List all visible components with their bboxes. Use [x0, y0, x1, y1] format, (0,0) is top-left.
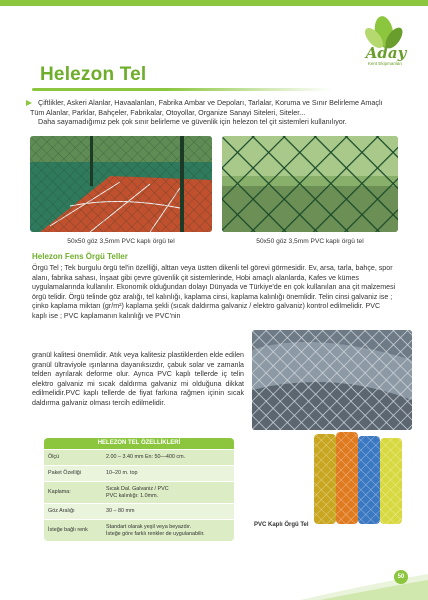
brand-tagline: Kent Ekipmanları	[367, 61, 403, 66]
intro-line-1: Çiftlikler, Askeri Alanlar, Havaalanları, Fabrika Ambar ve Depoları, Tarlalar, Koruma ve Sınır Belirleme Amaçlı Tüm Alanlar, Parklar, Bahçeler, Fabrikalar, Otoyollar, Organize Sanayi Siteleri, Siteler...	[30, 98, 383, 117]
spec-table	[44, 438, 234, 541]
galvanized-mesh-photo	[252, 330, 412, 430]
page-number: 50	[394, 570, 408, 584]
spec-row	[44, 465, 234, 481]
photo-caption-left: 50x50 göz 3,5mm PVC kaplı örgü tel	[67, 238, 175, 245]
spec-row	[44, 519, 234, 541]
intro-line-2: Daha sayamadığımız pek çok sınır belirleme ve güvenlik için helezon tel çit sistemleri kullanılıyor.	[38, 117, 347, 127]
pvc-caption: PVC Kaplı Örgü Tel	[254, 522, 309, 528]
sports-court-photo	[30, 136, 212, 232]
spec-table-rows	[44, 449, 234, 541]
intro-text	[30, 98, 390, 127]
spec-key: Paket Özelliği	[48, 470, 81, 477]
spec-row	[44, 449, 234, 465]
spec-value: 2.00 – 3.40 mm En: 50—400 cm.	[106, 454, 186, 461]
title-underline	[32, 88, 332, 91]
spec-table-title: HELEZON TEL ÖZELLİKLERİ	[44, 438, 234, 449]
spec-row	[44, 503, 234, 519]
spec-key: Göz Aralığı	[48, 508, 75, 515]
top-accent-band	[0, 0, 428, 6]
brand-name: Aday	[365, 44, 407, 62]
spec-value: Sıcak Dal. Galvaniz / PVC PVC kalınlığı: 1.0mm.	[106, 486, 169, 499]
spec-key: Ölçü	[48, 454, 60, 461]
spec-value: Standart olarak yeşil veya beyazdır. İsteğe göre farklı renkler de uygulanabilir.	[106, 524, 205, 537]
chain-link-closeup-photo	[222, 136, 398, 232]
section-paragraph-2: granül kalitesi önemlidir. Atık veya kalitesiz plastiklerden elde edilen granül ültraviyole ışınlarına dayanıksızdır, çabuk solar ve zamanla telden ayrılarak deforme olur. Ayrıca PVC kaplı tellerde iç telin elektro galvaniz mi sıcak daldırma galvaniz mi olduğuna dikkat edilmelidir.PVC kaplı tellerde de fiyat farkına rağmen içinin sıcak daldırma galvaniz olması tercih edilmelidir.	[32, 351, 244, 407]
page-title: Helezon Tel	[40, 64, 147, 85]
footer-swoosh	[300, 574, 428, 600]
spec-value: 10–20 m. top	[106, 470, 138, 477]
spec-key: İsteğe bağlı renk	[48, 527, 88, 534]
section-heading: Helezon Fens Örgü Teller	[32, 252, 128, 261]
photo-caption-right: 50x50 göz 3,5mm PVC kaplı örgü tel	[256, 238, 364, 245]
spec-value: 30 – 80 mm	[106, 508, 135, 515]
section-paragraph-1: Örgü Tel ; Tek burgulu örgü tel'in özelliği, alttan veya üstten dikenli tel görevi görmesidir. Ev, arsa, tarla, bahçe, spor alanı, fabrika sahası, İnşaat gibi çevre güvenlik çit sistemlerinde, Hobi amaçlı alanlarda, Kafes ve kümes uygulamalarında kullanılır. Ekonomik olduğundan dolayı Dünyada ve Türkiye'de en çok kullanılan ana çit malzemesi örgü telidir. Örgü telinde göz aralığı, tel kalınlığı, kaplama cinsi, kaplama kalınlığı önemlidir. Telin cinsi galvaniz ise ; çinko kaplama miktarı (gr/m²) kaplama şekli (sıcak daldırma galvaniz / elektro galvaniz) kontrol edilmelidir. PVC kaplı ise ; PVC kaplamanın kalınlığı ve PVC'nin	[32, 264, 396, 320]
pvc-coils-photo	[252, 430, 412, 526]
spec-key: Kaplama:	[48, 489, 71, 496]
spec-row	[44, 481, 234, 503]
